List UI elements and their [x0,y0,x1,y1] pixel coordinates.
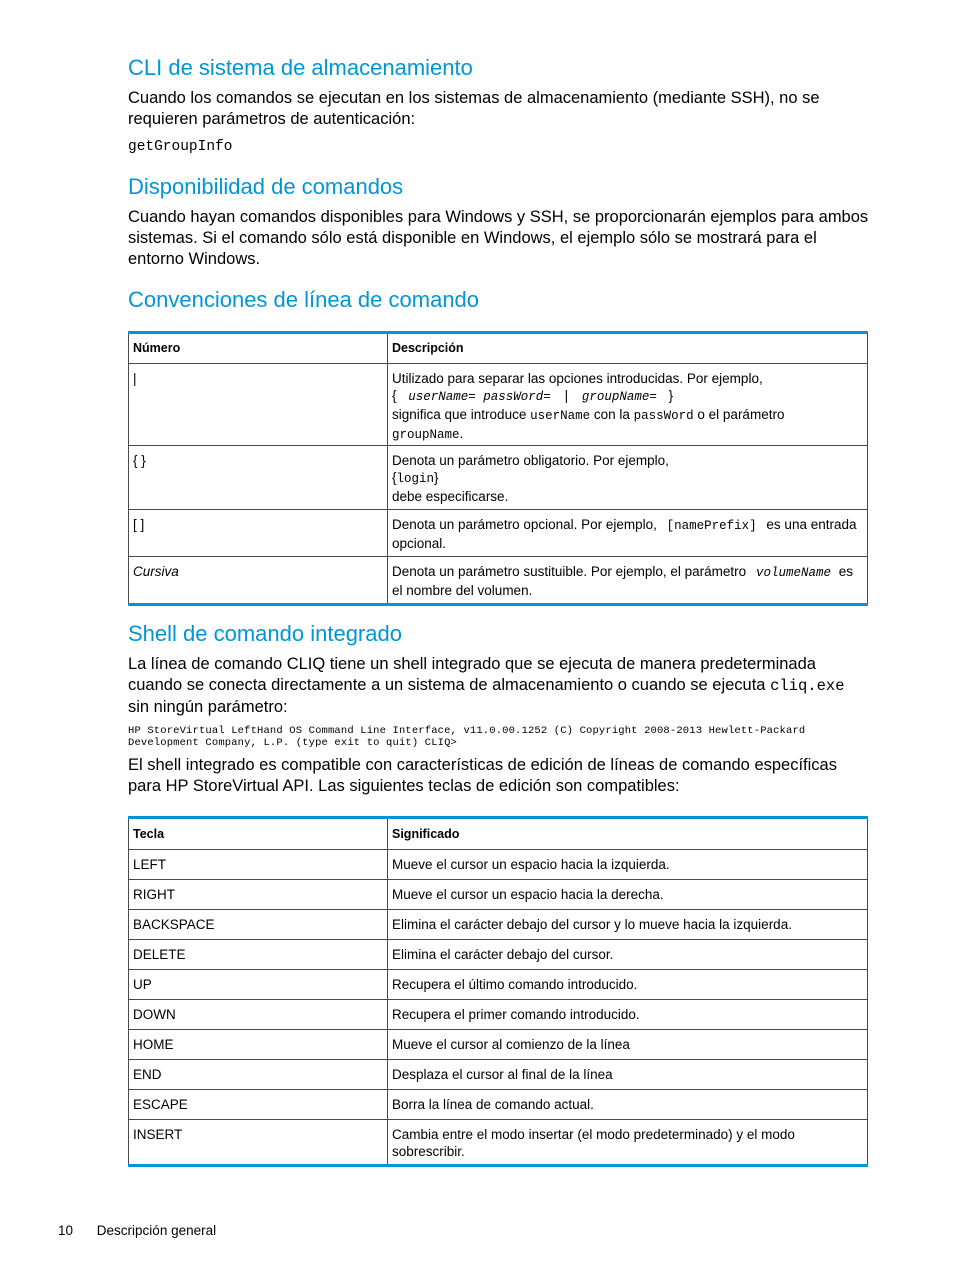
key-name: DELETE [129,940,388,970]
table-header-row [129,818,868,850]
syntax-example [392,387,863,406]
convention-symbol: [ ] [129,510,388,557]
inline-code: groupName= [581,390,657,404]
convention-symbol: { } [129,446,388,510]
paragraph-editing-keys: El shell integrado es compatible con características de edición de líneas de comando específicas para HP StoreVirtual API. Las siguientes teclas de edición son compatibles: [128,756,837,795]
table-row [129,557,868,605]
key-meaning: Mueve el cursor al comienzo de la línea [388,1030,868,1060]
brace-close: } [668,388,674,403]
inline-code: passWord [633,409,694,423]
inline-code: cliq.exe [770,677,845,695]
key-name: RIGHT [129,880,388,910]
column-header-number: Número [129,333,388,364]
page-number: 10 [58,1223,74,1238]
text-fragment: Denota un parámetro sustituible. Por ejemplo, el parámetro [392,564,750,579]
convention-description [388,510,868,557]
key-meaning: Elimina el carácter debajo del cursor. [388,940,868,970]
table-row [129,1120,868,1166]
table-row [129,1030,868,1060]
paragraph-integrated-shell [128,654,870,718]
editing-keys-table [128,816,868,1167]
table-row [129,850,868,880]
key-name: BACKSPACE [129,910,388,940]
key-meaning: Desplaza el cursor al final de la línea [388,1060,868,1090]
inline-code: userName= passWord= [408,390,551,404]
conventions-table [128,331,868,606]
table-row [129,940,868,970]
convention-description [388,557,868,605]
inline-code: volumeName [755,566,831,580]
key-meaning: Cambia entre el modo insertar (el modo predeterminado) y el modo sobrescribir. [388,1120,868,1166]
key-meaning: Mueve el cursor un espacio hacia la izquierda. [388,850,868,880]
key-name: DOWN [129,1000,388,1030]
key-meaning: Borra la línea de comando actual. [388,1090,868,1120]
table-row [129,910,868,940]
table-row [129,1000,868,1030]
table-row [129,1090,868,1120]
page-footer [58,1223,216,1238]
column-header-meaning: Significado [388,818,868,850]
paragraph-command-availability: Cuando hayan comandos disponibles para Windows y SSH, se proporcionarán ejemplos para ambos sistemas. Si el comando sólo está disponible en Windows, el ejemplo sólo se mostrará para el entorno Windows. [128,208,869,268]
description-line: Denota un parámetro obligatorio. Por ejemplo, [392,453,669,468]
key-name: ESCAPE [129,1090,388,1120]
convention-description [388,364,868,446]
text-fragment: significa que introduce [392,407,531,422]
brace-open: { [392,470,397,485]
brace-open: { [392,388,397,403]
heading-command-conventions: Convenciones de línea de comando [128,287,480,312]
convention-symbol: Cursiva [129,557,388,605]
table-header-row [129,333,868,364]
description-line: debe especificarse. [392,489,509,504]
table-row [129,970,868,1000]
inline-code: [namePrefix] [666,519,757,533]
text-fragment: es una entrada opcional. [392,517,857,551]
table-row [129,364,868,446]
key-name: END [129,1060,388,1090]
cliq-banner-code: HP StoreVirtual LeftHand OS Command Line Interface, v11.0.00.1252 (C) Copyright 2008-2013 Hewlett-Packard Development Company, L.P. (type exit to quit) CLIQ> [128,725,806,749]
table-row [129,510,868,557]
table-row [129,880,868,910]
key-name: UP [129,970,388,1000]
text-fragment: . [459,426,464,441]
description-line: Utilizado para separar las opciones introducidas. Por ejemplo, [392,371,763,386]
key-name: HOME [129,1030,388,1060]
text-fragment: Denota un parámetro opcional. Por ejemplo, [392,517,661,532]
key-name: LEFT [129,850,388,880]
description-line [392,425,863,444]
table-row [129,446,868,510]
text-fragment: con la [590,407,634,422]
code-example-getgroupinfo: getGroupInfo [128,139,233,155]
text-fragment: sin ningún parámetro: [128,698,288,716]
column-header-description: Descripción [388,333,868,364]
key-meaning: Mueve el cursor un espacio hacia la derecha. [388,880,868,910]
inline-code: login [396,472,435,486]
inline-code: userName [530,409,591,423]
syntax-example [392,469,863,488]
key-meaning: Elimina el carácter debajo del cursor y lo mueve hacia la izquierda. [388,910,868,940]
heading-integrated-shell: Shell de comando integrado [128,621,402,646]
key-meaning: Recupera el último comando introducido. [388,970,868,1000]
paragraph-cli-storage: Cuando los comandos se ejecutan en los sistemas de almacenamiento (mediante SSH), no se requieren parámetros de autenticación: [128,89,820,128]
inline-code: groupName [392,428,460,442]
brace-close: } [434,470,439,485]
convention-symbol: | [129,364,388,446]
heading-cli-storage: CLI de sistema de almacenamiento [128,55,473,80]
description-line [392,406,863,425]
pipe-symbol: | [564,388,569,403]
text-fragment: o el parámetro [693,407,785,422]
heading-command-availability: Disponibilidad de comandos [128,174,404,199]
table-row [129,1060,868,1090]
footer-section-title: Descripción general [96,1223,217,1238]
column-header-key: Tecla [129,818,388,850]
key-meaning: Recupera el primer comando introducido. [388,1000,868,1030]
key-name: INSERT [129,1120,388,1166]
text-fragment: La línea de comando CLIQ tiene un shell integrado que se ejecuta de manera predeterminada cuando se conecta directamente a un sistema de almacenamiento o cuando se ejecuta [128,655,816,694]
text-fragment: es el nombre del volumen. [392,564,853,598]
convention-description [388,446,868,510]
